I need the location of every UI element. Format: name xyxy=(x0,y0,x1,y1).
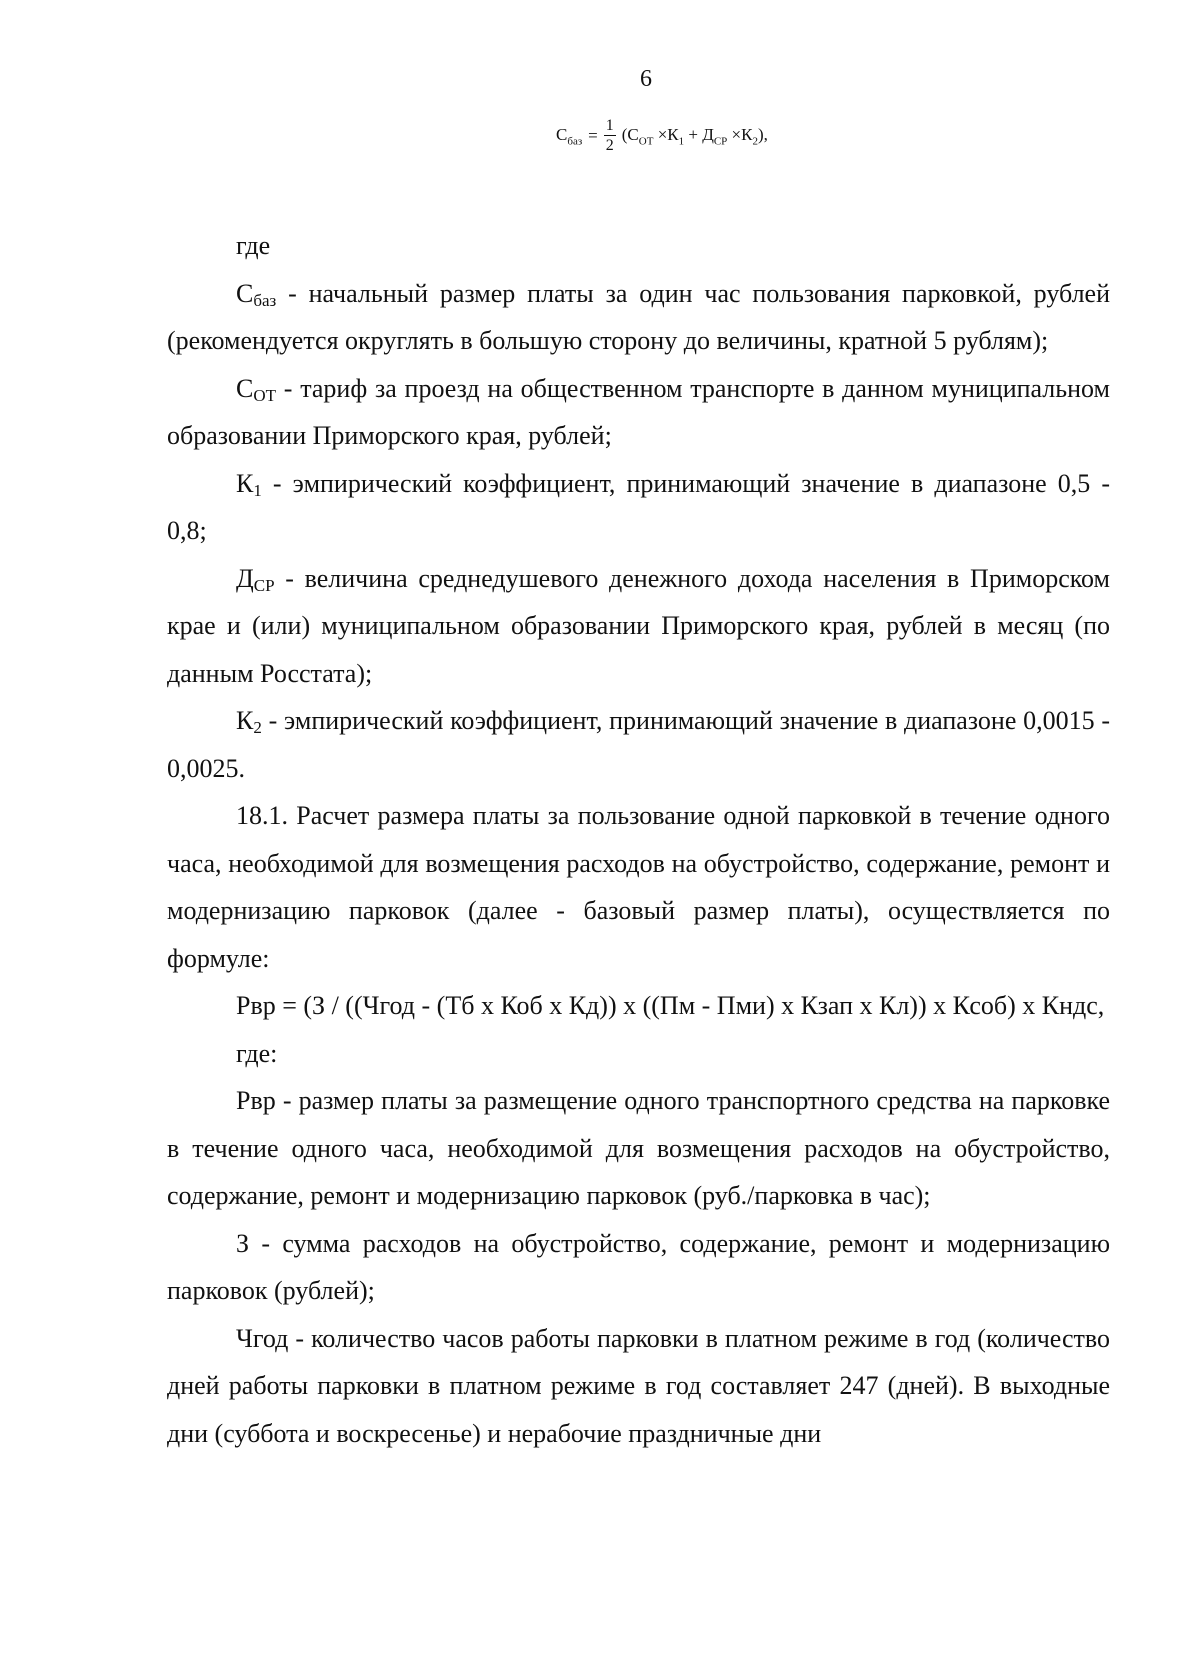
definition-c-ot: $С_{ОТ}$ - тариф за проезд на общественном транспорте в данном муниципальном образовании Приморского края, рублей; xyxy=(167,373,1110,450)
body-text xyxy=(167,222,1110,1457)
formula-fraction: $\frac{1}{2}$ xyxy=(605,117,614,154)
formula-lhs: $С_{баз}$ xyxy=(556,124,583,148)
definition-z: З - сумма расходов на обустройство, содержание, ремонт и модернизацию парковок (рублей); xyxy=(167,1228,1110,1305)
formula-equals: = xyxy=(588,126,598,145)
definition-c-baz: $С_{баз}$ - начальный размер платы за один час пользования парковкой, рублей (рекомендуется округлять в большую сторону до величины, кратной 5 рублям); xyxy=(167,278,1110,355)
page-number: 6 xyxy=(640,66,652,92)
where-label: где xyxy=(236,231,271,260)
clause-18-1: 18.1. Расчет размера платы за пользование одной парковкой в течение одного часа, необходимой для возмещения расходов на обустройство, содержание, ремонт и модернизацию парковок (далее - базовый размер платы), осуществляется по формуле: xyxy=(167,801,1110,973)
base-fee-formula xyxy=(556,118,768,154)
parking-fee-formula: Рвр = (З / ((Чгод - (Тб х Коб х Кд)) х ((Пм - Пми) х Кзап х Кл)) х Ксоб) х Кндс, xyxy=(236,991,1105,1020)
definition-d-sr: $Д_{СР}$ - величина среднедушевого денежного дохода населения в Приморском крае и (или) муниципальном образовании Приморского края, рублей в месяц (по данным Росстата); xyxy=(167,563,1110,688)
definition-chgod: Чгод - количество часов работы парковки в платном режиме в год (количество дней работы парковки в платном режиме в год составляет 247 (дней). В выходные дни (суббота и воскресенье) и нерабочие праздничные дни xyxy=(167,1323,1110,1448)
definition-rvr: Рвр - размер платы за размещение одного транспортного средства на парковке в течение одного часа, необходимой для возмещения расходов на обустройство, содержание, ремонт и модернизацию парковок (руб./парковка в час); xyxy=(167,1086,1110,1210)
definition-k1: $К_1$ - эмпирический коэффициент, принимающий значение в диапазоне 0,5 - 0,8; xyxy=(167,468,1110,545)
formula-rhs: $(С_{ОТ} \times К_1 + Д_{СР} \times К_2)$, xyxy=(621,124,768,148)
where-label-2: где: xyxy=(236,1038,278,1068)
definition-k2: $К_2$ - эмпирический коэффициент, принимающий значение в диапазоне 0,0015 - 0,0025. xyxy=(167,706,1110,783)
